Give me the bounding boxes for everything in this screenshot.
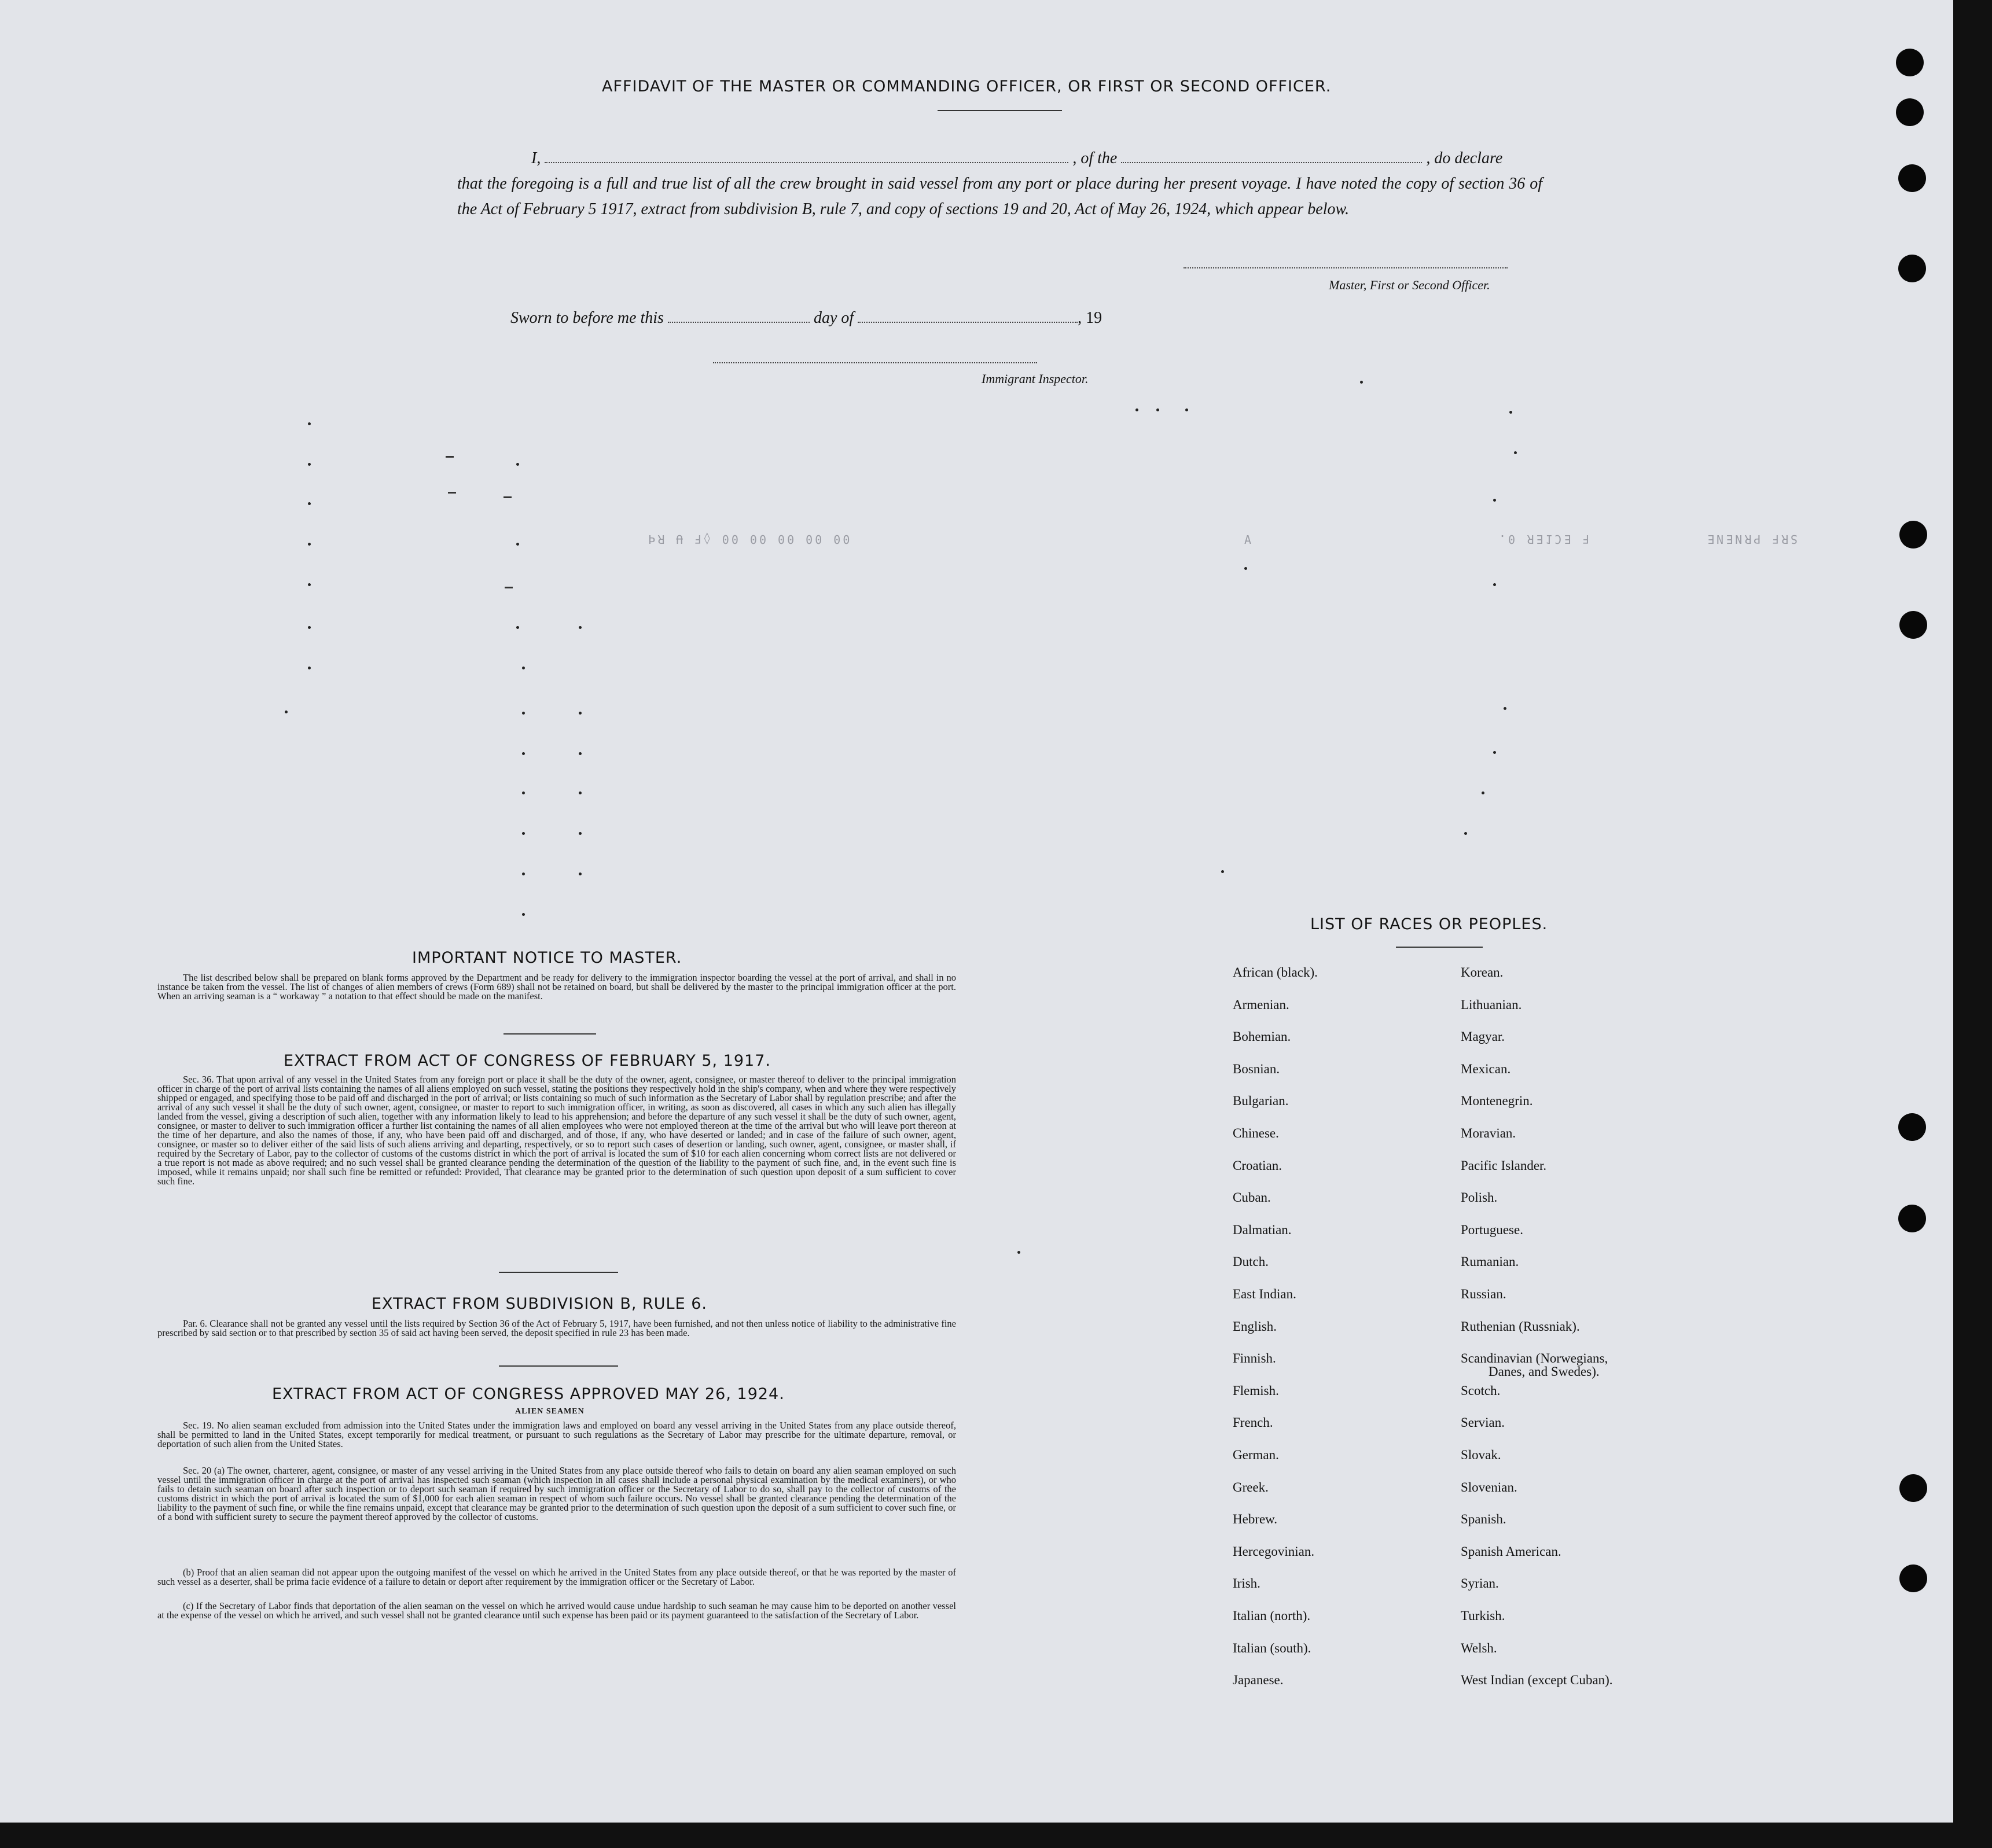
punch-hole [1899,1474,1927,1502]
race-item: Irish. [1233,1576,1260,1591]
race-item: Ruthenian (Russniak). [1461,1319,1580,1334]
bleed-through-text-3: .0 ЯƎ1ƆƎ ꟻ [1499,532,1592,546]
divider-2 [499,1272,618,1273]
vessel-blank[interactable] [1121,162,1422,163]
race-item: East Indian. [1233,1287,1296,1301]
race-item: West Indian (except Cuban). [1461,1673,1613,1688]
declaration-line-1 [531,149,1502,168]
punch-hole [1898,255,1926,282]
punch-hole [1899,611,1927,639]
races-underline [1396,947,1483,948]
race-item: Magyar. [1461,1029,1505,1044]
race-item: Chinese. [1233,1126,1279,1140]
race-item: Scandinavian (Norwegians, [1461,1351,1608,1366]
race-item: Lithuanian. [1461,997,1522,1012]
punch-hole [1898,1113,1926,1141]
month-blank[interactable] [858,322,1078,323]
bleed-through-text-2: Ɐ [1244,532,1254,546]
race-item: Syrian. [1461,1576,1499,1591]
sec19-body: Sec. 19. No alien seaman excluded from admission into the United States under the immigration laws and employed on board any vessel arriving in the United States from any place outside thereof, shall be permitted to land in the United States, except temporarily for medical treatment, or pursuant to such regulations as the Secretary of Labor may prescribe for the ultimate departure, removal, or deportation of such alien from the United States. [157,1420,956,1449]
race-item: Cuban. [1233,1190,1271,1205]
scandinavian-continued: Danes, and Swedes). [1489,1364,1600,1379]
extract-1924-title: EXTRACT FROM ACT OF CONGRESS APPROVED MAY 26, 1924. [272,1385,785,1403]
extract-1917-body: Sec. 36. That upon arrival of any vessel in the United States from any foreign port or place it shall be the duty of the owner, agent, consignee, or master thereof to deliver to the principal immigration officer in charge of the port of arrival lists containing the names of all aliens employed on such vessel, stating the positions they respectively hold in the ship's company, when and where they were respectively shipped or engaged, and specifying those to be paid off and discharged in the port of arrival; or lists containing so much of such information as the Secretary of Labor shall by regulation prescribe; and after the arrival of any such vessel it shall be the duty of such owner, agent, consignee, or master to report to such immigration officer, in writing, as soon as discovered, all cases in which any such alien has illegally landed from the vessel, giving a description of such alien, together with any information likely to lead to his apprehension; and before the departure of any such vessel it shall be the duty of such owner, agent, consignee, or master to deliver to such immigration officer a further list containing the names of all alien employees who were not employed thereon at the time of the arrival but who will leave port thereon at the time of her departure, and also the names of those, if any, who have been paid off and discharged, and of those, if any, who have deserted or landed; and in case of the failure of such owner, agent, consignee, or master so to deliver either of the said lists of such aliens arriving and departing, respectively, or so to report such cases of desertion or landing, such owner, agent, consignee, or master shall, if required by the Secretary of Labor, pay to the collector of customs of the customs district in which the port of arrival is located the sum of $10 for each alien concerning whom correct lists are not delivered or a true report is not made as above required; and no such vessel shall be granted clearance pending the determination of the question of the liability to the payment of such fine, and, in the event such fine is imposed, while it remains unpaid; nor shall such fine be remitted or refunded: Provided, That clearance may be granted prior to the determination of such question upon deposit of a sum sufficient to cover such fine. [157,1074,956,1187]
races-title: LIST OF RACES OR PEOPLES. [1310,915,1548,933]
alien-seamen-subtitle: ALIEN SEAMEN [515,1407,585,1416]
race-item: Slovenian. [1461,1479,1517,1494]
race-item: Russian. [1461,1287,1506,1301]
divider-3 [499,1365,618,1367]
race-item: Hebrew. [1233,1512,1278,1527]
day-blank[interactable] [668,322,810,323]
rule6-title: EXTRACT FROM SUBDIVISION B, RULE 6. [372,1295,707,1313]
race-item: English. [1233,1319,1277,1334]
bleed-through-text: ÞЯ Ʉ ꟻ◊ 00 00 00 00 00 [648,532,852,546]
race-item: Dutch. [1233,1254,1269,1269]
master-caption: Master, First or Second Officer. [1329,278,1490,292]
rule6-body: Par. 6. Clearance shall not be granted any vessel until the lists required by Section 36 of the Act of February 5, 1917, have been furnished, and not then unless notice of liability to the administrative fine prescribed by said section or to that prescribed by section 35 of said act having been served, the deposit specified in rule 23 has been made. [157,1318,956,1338]
sworn-line [510,309,1102,327]
race-item: Finnish. [1233,1351,1276,1366]
race-item: Turkish. [1461,1608,1505,1623]
race-item: Korean. [1461,965,1504,980]
race-item: Bosnian. [1233,1061,1280,1076]
inspector-caption: Immigrant Inspector. [982,371,1089,386]
punch-hole [1898,164,1926,192]
day-of-label: day of [813,309,854,327]
race-item: Spanish. [1461,1512,1506,1527]
race-item: Polish. [1461,1190,1498,1205]
race-item: Bulgarian. [1233,1094,1289,1109]
punch-hole [1896,98,1924,126]
race-item: Montenegrin. [1461,1094,1533,1109]
name-blank[interactable] [545,162,1068,163]
race-item: German. [1233,1448,1279,1462]
divider-1 [503,1033,596,1035]
race-item: Pacific Islander. [1461,1158,1547,1173]
master-signature-line[interactable] [1184,267,1508,268]
race-item: Greek. [1233,1479,1269,1494]
race-item: Welsh. [1461,1640,1497,1655]
race-item: Bohemian. [1233,1029,1291,1044]
of-the-label: , of the [1072,149,1118,167]
sec20c-body: (c) If the Secretary of Labor finds that deportation of the alien seaman on the vessel on which he arrived would cause undue hardship to such seaman he may cause him to be deported on another vessel at the expense of the vessel on which he arrived, and such vessel shall not be granted clearance until such expense has been paid or its payment guaranteed to the satisfaction of the Secretary of Labor. [157,1600,956,1621]
race-item: Mexican. [1461,1061,1511,1076]
race-item: African (black). [1233,965,1318,980]
scan-edge-bottom [0,1823,1992,1848]
year-prefix: , 19 [1078,309,1102,327]
sworn-label: Sworn to before me this [510,309,664,327]
notice-title: IMPORTANT NOTICE TO MASTER. [412,949,682,967]
race-item: Slovak. [1461,1448,1501,1462]
declaration-body: that the foregoing is a full and true list of all the crew brought in said vessel from any port or place during her present voyage. I have noted the copy of section 36 of the Act of February 5 1917, extract from subdivision B, rule 7, and copy of sections 19 and 20, Act of May 26, 1924, which appear below. [457,175,1542,218]
title-underline [938,110,1062,111]
bleed-through-text-4: ƎИƎИЯꟼ ꟻЯƧ [1707,532,1800,546]
punch-hole [1899,521,1927,548]
do-declare-label: , do declare [1426,149,1503,167]
race-item: French. [1233,1415,1273,1430]
extract-1917-title: EXTRACT FROM ACT OF CONGRESS OF FEBRUARY 5, 1917. [284,1052,771,1070]
inspector-signature-line[interactable] [713,362,1037,363]
race-item: Croatian. [1233,1158,1282,1173]
race-item: Scotch. [1461,1383,1501,1398]
affidavit-title: AFFIDAVIT OF THE MASTER OR COMMANDING OFFICER, OR FIRST OR SECOND OFFICER. [602,78,1332,95]
punch-hole [1898,1205,1926,1232]
race-item: Portuguese. [1461,1222,1523,1237]
race-item: Servian. [1461,1415,1505,1430]
race-item: Hercegovinian. [1233,1544,1315,1559]
sec20a-body: Sec. 20 (a) The owner, charterer, agent, consignee, or master of any vessel arriving in the United States from any place outside thereof who fails to detain on board any alien seaman employed on such vessel until the immigration officer in charge at the port of arrival has inspected such seaman (which inspection in all cases shall include a personal physical examination by the medical examiners), or who fails to detain such seaman on board after such inspection or to deport such seaman if required by such immigration officer or the Secretary of Labor to do so, shall pay to the collector of customs of the customs district in which the port of arrival is located the sum of $1,000 for each alien seaman in respect of whom such failure occurs. No vessel shall be granted clearance pending the determination of the liability to the payment of such fine, or while the fine remains unpaid, except that clearance may be granted prior to the determination of such question upon the deposit of a sum sufficient to cover such fine, or of a bond with sufficient surety to secure the payment thereof approved by the collector of customs. [157,1465,956,1522]
race-item: Italian (south). [1233,1640,1311,1655]
race-item: Japanese. [1233,1673,1284,1688]
punch-hole [1896,49,1924,76]
punch-hole [1899,1564,1927,1592]
sec20b-body: (b) Proof that an alien seaman did not appear upon the outgoing manifest of the vessel on which he arrived in the United States from any place outside thereof, or that he was reported by the master of such vessel as a deserter, shall be prima facie evidence of a failure to detain or deport after requirement by the immigration officer or the Secretary of Labor. [157,1567,956,1587]
race-item: Flemish. [1233,1383,1279,1398]
race-item: Moravian. [1461,1126,1516,1140]
scan-edge-right [1953,0,1992,1848]
race-item: Rumanian. [1461,1254,1519,1269]
race-item: Italian (north). [1233,1608,1311,1623]
race-item: Armenian. [1233,997,1289,1012]
race-item: Spanish American. [1461,1544,1561,1559]
race-item: Dalmatian. [1233,1222,1292,1237]
i-label: I, [531,149,541,167]
notice-body: The list described below shall be prepared on blank forms approved by the Department and be ready for delivery to the immigration inspector boarding the vessel at the port of arrival, and shall in no instance be taken from the vessel. The list of changes of alien members of crews (Form 689) shall not be retained on board, but shall be delivered by the master to the principal immigration officer at the port. When an arriving seaman is a “ workaway ” a notation to that effect should be made on the manifest. [157,972,956,1002]
